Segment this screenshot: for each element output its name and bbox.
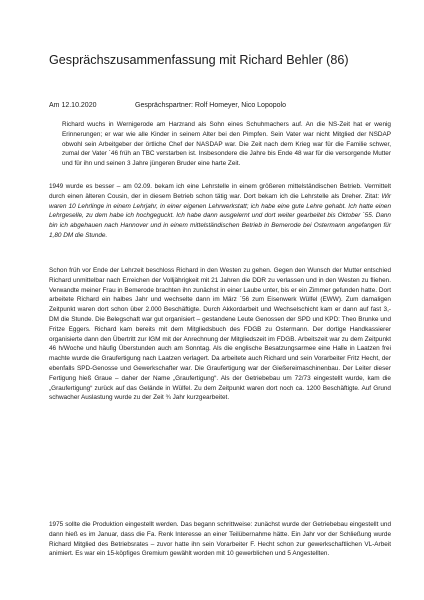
paragraph-apprenticeship-intro: 1949 wurde es besser – am 02.09. bekam ich eine Lehrstelle in einem größeren mittelständischen Betrieb. Vermittelt durch einen älteren Cousin, der in diesem Betrieb schon tätig war. Dort bekam ich die Lehrstelle als Dreher. Zitat: bbox=[49, 183, 391, 200]
conversation-date: Am 12.10.2020 bbox=[49, 102, 97, 109]
apprenticeship-quote: Wir waren 10 Lehrlinge in einem Lehrjahr, in einer eigenen Lehrwerkstatt; ich habe eine gute Lehre gehabt. Ich hatte einen Lehrgeselle, zu dem habe ich hochgeguckt. Ich habe dann ausgelernt und dort weiter gearbeitet bis Oktober ´55. Dann bin ich abgehauen nach Hannover und in einem mittelständischen Betrieb in Bemerode bei Ostermann angefangen für 1,80 DM die Stunde. bbox=[49, 192, 391, 239]
paragraph-west: Schon früh vor Ende der Lehrzeit beschloss Richard in den Westen zu gehen. Gegen den Wunsch der Mutter entschied Richard unmittelbar nach Erreichen der Volljährigkeit mit 21 Jahren die DDR zu verlassen und in den Westen zu fliehen. Verwandte meiner Frau in Bemerode brachten ihn zunächst in einer Laube unter, bis er ein Zimmer gefunden hatte. Dort arbeitete Richard ein halbes Jahr und wechselte dann im März ´56 zum Eisenwerk Wülfel (EWW). Zum damaligen Zeitpunkt waren dort schon über 2.000 Beschäftigte. Durch Akkordarbeit und Wechselschicht kam er dann auf fast 3,- DM die Stunde. Die Belegschaft war gut organisiert – gestandene Leute Genossen der SPD und KPD: Theo Brunke und Fritze Eggers. Richard kam bereits mit dem Mitgliedsbuch des FDGB zu Ostermann. Der dortige Handkassierer organisierte dann den Übertritt zur IGM mit der Anrechnung der Mitgliedszeit im FDGB. Arbeitszeit war zu dem Zeitpunkt 46 h/Woche und häufig Überstunden auch am Sonntag. Als die englische Besatzungsarmee eine Halle in Laatzen frei machte wurde die Graufertigung nach Laatzen verlagert. Da arbeitete auch Richard und sein Vorarbeiter Fritz Hecht, der ebenfalls SPD-Genosse und Gewerkschafter war. Die Graufertigung war der Gießereimaschinenbau. Der Leiter dieser Fertigung hieß Graue – daher der Name „Graufertigung“. Als der Getriebebau um 72/73 eingestellt wurde, kam die „Graufertigung“ zurück auf das Gelände in Wülfel. Zu dem Zeitpunkt waren dort noch ca. 1200 Beschäftigte. Auf Grund schwacher Auslastung wurde zu der Zeit ¾ Jahr kurzgearbeitet. bbox=[49, 267, 391, 402]
paragraph-childhood: Richard wuchs in Wernigerode am Harzrand als Sohn eines Schuhmachers auf. An die NS-Zeit hat er wenig Erinnerungen; er war wie alle Kinder in seinem Alter bei den Pimpfen. Sein Vater war nicht Mitglied der NSDAP obwohl sein Arbeitgeber der örtliche Chef der NASDAP war. Die Zeit nach dem Krieg war für die Familie schwer, zumal der Vater ´46 früh an TBC verstarben ist. Insbesondere die Jahre bis Ende 48 war für die versorgende Mutter und für ihn und seinen 3 Jahre jüngeren Bruder eine harte Zeit. bbox=[62, 121, 391, 168]
document-title: Gesprächszusammenfassung mit Richard Behler (86) bbox=[49, 53, 349, 67]
conversation-partners: Gesprächspartner: Rolf Homeyer, Nico Lopopolo bbox=[135, 102, 286, 109]
paragraph-apprenticeship bbox=[49, 182, 391, 241]
paragraph-closure: 1975 sollte die Produktion eingestellt werden. Das begann schrittweise: zunächst wurde der Getriebebau eingestellt und dann hieß es im Januar, dass die Fa. Renk Interesse an einer Teilübernahme hätte. Ein Jahr vor der Schließung wurde Richard Mitglied des Betriebsrates – zuvor hatte ihn sein Vorarbeiter F. Hecht schon zur gewerkschaftlichen VL-Arbeit animiert. Es war ein 15-köpfiges Gremium gewählt worden mit 10 gewerblichen und 5 Angestellten. bbox=[49, 521, 391, 558]
